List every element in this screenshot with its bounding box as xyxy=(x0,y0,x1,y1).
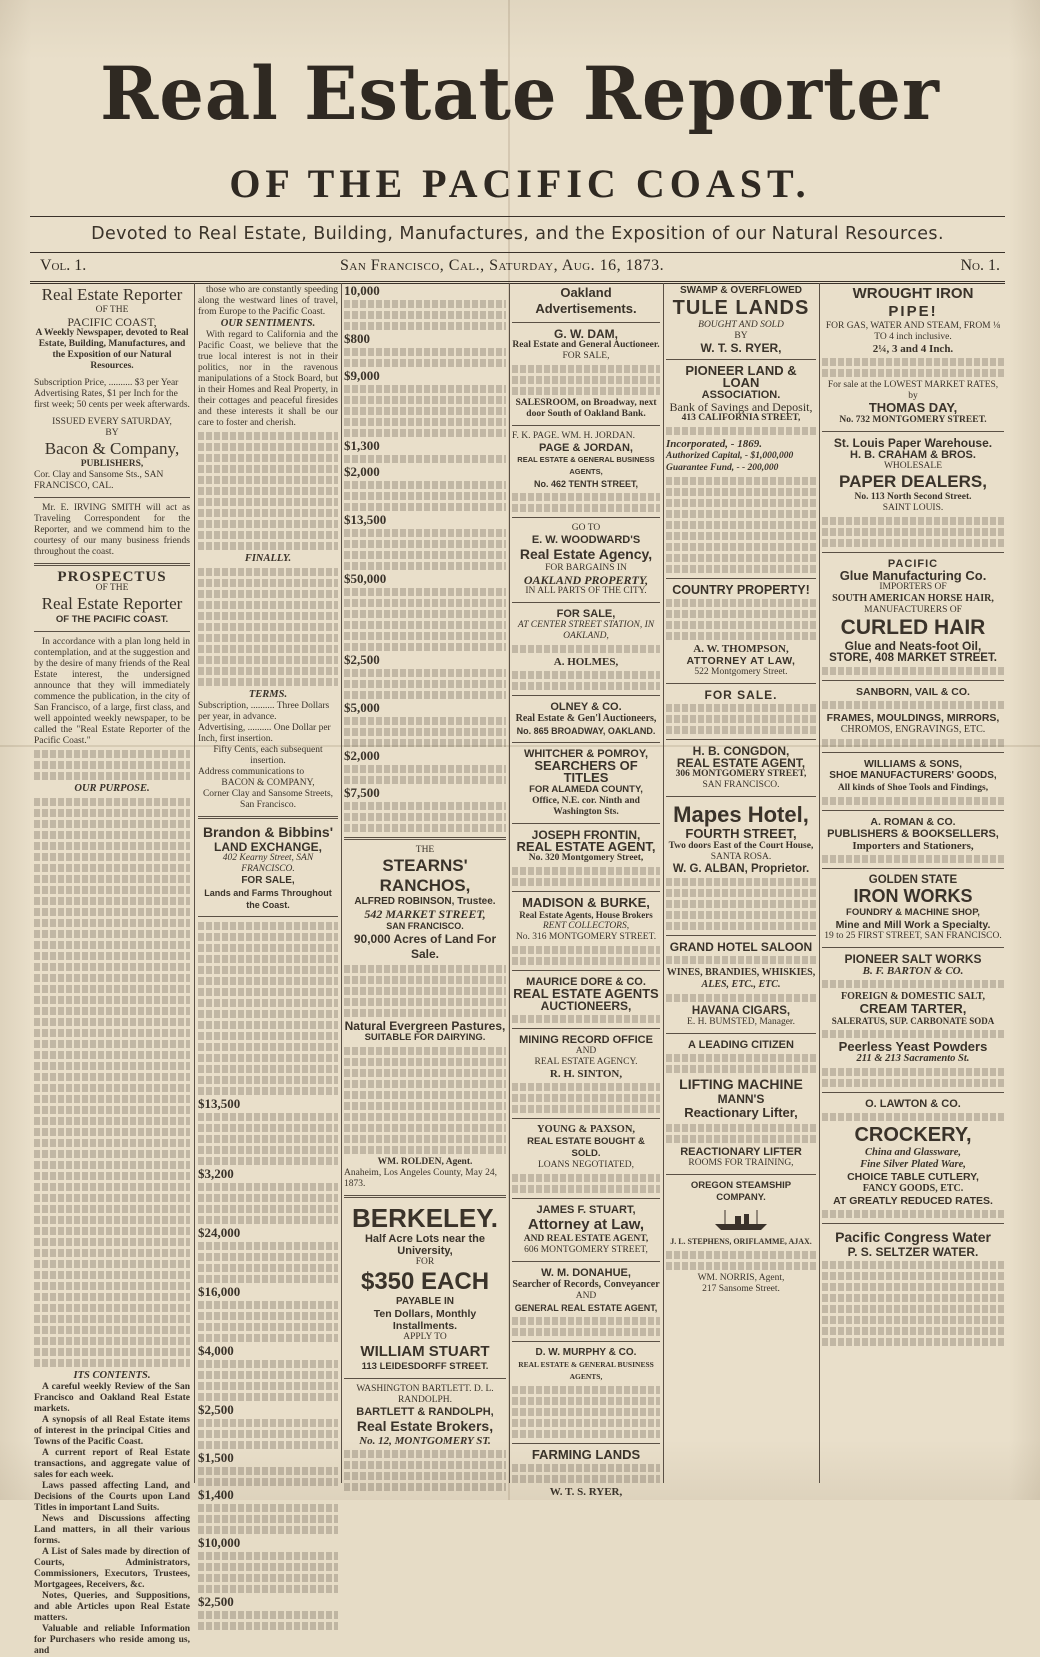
col6-iron-works: IRON WORKS xyxy=(853,886,973,906)
col6-peerless: Peerless Yeast Powders xyxy=(838,1039,988,1054)
col5-for-sale: FOR SALE. xyxy=(704,688,778,702)
col4-frontin-addr: No. 320 Montgomery Street, xyxy=(528,853,644,863)
column-4 xyxy=(512,285,660,1498)
col5-congdon-addr: 306 MONTGOMERY STREET, xyxy=(675,769,807,779)
column-rule xyxy=(663,283,664,1483)
col3-for: FOR xyxy=(415,1257,435,1267)
rule-dateline xyxy=(30,281,1005,284)
col2-price-5: $4,000 xyxy=(198,1343,234,1358)
col5-swamp: SWAMP & OVERFLOWED xyxy=(679,285,803,296)
column-rule xyxy=(509,283,510,1483)
col4-dore-desc: REAL ESTATE AGENTS xyxy=(513,986,659,1001)
col6-wholesale: WHOLESALE xyxy=(883,461,943,471)
col3-anaheim: Anaheim, Los Angeles County, May 24, 1873. xyxy=(344,1168,497,1189)
col4-madison-desc: Real Estate Agents, House Brokers xyxy=(519,910,653,920)
col5-association: ASSOCIATION. xyxy=(701,389,781,401)
col3-robinson: ALFRED ROBINSON, Trustee. xyxy=(354,896,496,907)
col3-price-3: $9,000 xyxy=(344,368,380,383)
rule-motto xyxy=(30,252,1005,253)
col4-stuart-addr: 606 MONTGOMERY STREET, xyxy=(524,1245,648,1255)
masthead-subtitle: OF THE PACIFIC COAST. xyxy=(229,161,811,206)
col2-price-6: $2,500 xyxy=(198,1402,234,1417)
column-6 xyxy=(822,285,1004,1480)
col5-norris: WM. NORRIS, Agent, xyxy=(697,1273,785,1283)
col4-auctioneers: AUCTIONEERS, xyxy=(540,999,632,1013)
col6-frames: FRAMES, MOULDINGS, MIRRORS, xyxy=(826,712,1000,724)
col4-page-names: F. K. PAGE. WM. H. JORDAN. xyxy=(512,431,636,441)
col6-pacific: PACIFIC xyxy=(887,558,939,570)
col2-kearny: 402 Kearny Street, SAN FRANCISCO. xyxy=(222,853,314,874)
col5-tule: TULE LANDS xyxy=(672,297,810,319)
col4-olney: OLNEY & CO. xyxy=(550,701,622,713)
column-rule xyxy=(341,283,342,1483)
col6-wrought: WROUGHT IRON xyxy=(852,285,974,302)
col6-mine-mill: Mine and Mill Work a Specialty. xyxy=(835,919,991,931)
col3-price-2: $800 xyxy=(344,331,370,346)
col5-reactionary-2: REACTIONARY LIFTER xyxy=(680,1146,802,1158)
col2-sentiments-heading: OUR SENTIMENTS. xyxy=(220,318,316,329)
col5-ales: ALES, ETC., ETC. xyxy=(701,979,781,990)
col4-farming: FARMING LANDS xyxy=(531,1447,641,1462)
col5-pioneer: PIONEER LAND & LOAN xyxy=(685,363,797,390)
col2-price-9: $10,000 xyxy=(198,1535,241,1550)
column-1 xyxy=(34,285,190,1656)
col4-donahue-desc: Searcher of Records, Conveyancer xyxy=(512,1279,660,1290)
col3-payable: PAYABLE IN xyxy=(396,1296,454,1307)
col4-oakland-ads: Oakland Advertisements. xyxy=(535,285,637,316)
col3-market: 542 MARKET STREET, xyxy=(364,907,486,921)
col6-south-american: SOUTH AMERICAN HORSE HAIR, xyxy=(832,593,994,604)
col6-china: China and Glassware, xyxy=(865,1147,961,1158)
col3-rolden: WM. ROLDEN, Agent. xyxy=(377,1157,473,1167)
col4-frontin: JOSEPH FRONTIN, xyxy=(531,828,641,842)
col5-two-doors: Two doors East of the Court House, xyxy=(668,841,814,851)
col4-goto: GO TO xyxy=(571,523,601,533)
column-rule xyxy=(194,283,195,1483)
col3-price-8: $2,500 xyxy=(344,652,380,667)
col6-graham: H. B. CRAHAM & BROS. xyxy=(850,449,976,461)
col3-montgomery: No. 12, MONTGOMERY ST. xyxy=(359,1435,491,1447)
col1-issued: ISSUED EVERY SATURDAY, xyxy=(52,417,172,427)
col6-foreign: FOREIGN & DOMESTIC SALT, xyxy=(841,991,985,1002)
col6-pipe-sizes: 2¼, 3 and 4 Inch. xyxy=(872,343,954,355)
col6-store: STORE, 408 MARKET STREET. xyxy=(829,652,997,664)
col3-price-6: $13,500 xyxy=(344,512,387,527)
col4-madison-addr: No. 316 MONTGOMERY STREET. xyxy=(515,932,657,942)
col6-paper: PAPER DEALERS, xyxy=(839,472,987,491)
col2-terms-fifty: Fifty Cents, each subsequent insertion. xyxy=(213,745,323,766)
col2-price-4: $16,000 xyxy=(198,1284,241,1299)
col4-page-addr: No. 462 TENTH STREET, xyxy=(533,479,639,489)
col3-leidesdorff: 113 LEIDESDORFF STREET. xyxy=(361,1361,489,1372)
col4-mining-agency: REAL ESTATE AGENCY. xyxy=(534,1057,638,1067)
col1-contents-3: A current report of Real Estate transactions, and aggregate value of sales for each week. xyxy=(34,1448,190,1480)
col3-price-1: 10,000 xyxy=(344,283,380,298)
col5-attorney: ATTORNEY AT LAW, xyxy=(686,655,796,667)
col4-dore: MAURICE DORE & CO. xyxy=(526,976,646,988)
col5-thompson: A. W. THOMPSON, xyxy=(693,643,789,655)
col6-saint-louis: SAINT LOUIS. xyxy=(882,503,944,513)
col4-mining: MINING RECORD OFFICE xyxy=(519,1034,653,1046)
col3-apply: APPLY TO xyxy=(403,1332,447,1342)
col5-country: COUNTRY PROPERTY! xyxy=(672,583,810,597)
col5-bumsted: E. H. BUMSTED, Manager. xyxy=(687,1017,795,1027)
col5-incorporated: Incorporated, - 1869. xyxy=(666,438,762,450)
col3-berkeley: BERKELEY. xyxy=(352,1203,498,1233)
col5-bought: BOUGHT AND SOLD xyxy=(698,320,784,330)
col6-foundry: FOUNDRY & MACHINE SHOP, xyxy=(846,907,980,918)
col3-half-acre: Half Acre Lots near the University, xyxy=(364,1233,485,1257)
volume: Vol. 1. xyxy=(40,257,87,274)
col1-of-the: OF THE xyxy=(95,305,129,315)
col6-pipe-desc: FOR GAS, WATER AND STEAM, FROM ⅛ TO 4 inch inclusive. xyxy=(825,321,1001,342)
col5-lifting: LIFTING MACHINE xyxy=(679,1076,803,1092)
col1-prospectus: PROSPECTUS xyxy=(57,569,167,585)
col4-sinton: R. H. SINTON, xyxy=(549,1068,623,1080)
col6-roman: A. ROMAN & CO. xyxy=(870,816,956,828)
col4-olney-addr: No. 865 BROADWAY, OAKLAND. xyxy=(516,726,656,736)
col3-price-11: $7,500 xyxy=(344,785,380,800)
col6-barton: B. F. BARTON & CO. xyxy=(862,965,964,977)
col2-terms-advertising: Advertising, .......... One Dollar per Inch, first insertion. xyxy=(198,723,331,744)
col5-reactionary: Reactionary Lifter, xyxy=(684,1105,798,1120)
col6-day-addr: No. 732 MONTGOMERY STREET. xyxy=(839,415,987,425)
col4-dam: G. W. DAM, xyxy=(554,327,618,341)
motto: Devoted to Real Estate, Building, Manufactures, and the Exposition of our Natural Resources. xyxy=(91,224,944,244)
col1-purpose-heading: OUR PURPOSE. xyxy=(74,783,150,794)
col3-acres: 90,000 Acres of Land For Sale. xyxy=(353,932,497,961)
col6-reduced: AT GREATLY REDUCED RATES. xyxy=(833,1195,993,1207)
col2-price-8: $1,400 xyxy=(198,1487,234,1502)
col4-for-sale-2: FOR SALE, xyxy=(556,608,616,620)
col4-page: PAGE & JORDAN, xyxy=(539,442,633,454)
col1-intro: In accordance with a plan long held in contemplation, and at the suggestion and by the desire of many friends of the Real Estate interest, the undersigned announce that they will immediately commence the publication, in the city of San Francisco, of a large, first class, and well appointed weekly newspaper, to be called the "Real Estate Reporter of the Pacific Coast." xyxy=(34,637,190,746)
col2-price-7: $1,500 xyxy=(198,1450,234,1465)
col4-for-sale: FOR SALE, xyxy=(562,351,610,361)
col4-murphy-desc: REAL ESTATE & GENERAL BUSINESS AGENTS, xyxy=(518,1360,654,1381)
col4-madison: MADISON & BURKE, xyxy=(522,895,650,910)
col6-cutlery: CHOICE TABLE CUTLERY, xyxy=(847,1171,979,1183)
column-3 xyxy=(344,285,506,1480)
col5-capital: Authorized Capital, - $1,000,000 xyxy=(666,451,794,461)
col2-terms-subscription: Subscription, .......... Three Dollars per year, in advance. xyxy=(198,701,330,722)
col4-bargains: FOR BARGAINS IN xyxy=(545,563,627,573)
col6-seltzer: P. S. SELTZER WATER. xyxy=(847,1245,979,1259)
col5-mapes: Mapes Hotel, xyxy=(673,802,809,827)
col5-guarantee: Guarantee Fund, - - 200,000 xyxy=(666,463,779,473)
col6-stationers: Importers and Stationers, xyxy=(852,840,974,852)
steamship-icon xyxy=(711,1208,771,1232)
col6-fancy: FANCY GOODS, ETC. xyxy=(862,1183,964,1194)
col2-terms-corner: Corner Clay and Sansome Streets, San Francisco. xyxy=(202,789,334,810)
col5-rooms: ROOMS FOR TRAINING, xyxy=(688,1158,794,1168)
col6-sacramento: 211 & 213 Sacramento St. xyxy=(856,1053,970,1064)
col2-price-3: $24,000 xyxy=(198,1225,241,1240)
col5-santa-rosa: SANTA ROSA. xyxy=(710,852,772,862)
col6-importers: IMPORTERS OF xyxy=(879,582,947,592)
col3-william: WILLIAM STUART xyxy=(360,1343,490,1360)
col3-price-9: $5,000 xyxy=(344,700,380,715)
col1-publisher: Bacon & Company, xyxy=(44,439,180,458)
col1-of-the-2: OF THE xyxy=(95,583,129,593)
rule-top xyxy=(30,216,1005,217)
col3-stearns: STEARNS' RANCHOS, xyxy=(379,856,471,895)
col5-thompson-addr: 522 Montgomery Street. xyxy=(694,667,788,677)
col6-sanborn: SANBORN, VAIL & CO. xyxy=(856,686,970,698)
col2-terms-heading: TERMS. xyxy=(248,689,288,700)
col3-price-4: $1,300 xyxy=(344,438,380,453)
col3-bartlett: BARTLETT & RANDOLPH, xyxy=(356,1406,494,1418)
col4-frontin-desc: REAL ESTATE AGENT, xyxy=(516,839,656,854)
col5-stephens: J. L. STEPHENS, ORIFLAMME, AJAX. xyxy=(670,1237,812,1246)
col6-second: No. 113 North Second Street. xyxy=(854,492,972,502)
col6-manufacturers: MANUFACTURERS OF xyxy=(864,605,962,615)
col4-stuart: JAMES F. STUART, xyxy=(536,1204,636,1216)
col2-lands-farms: Lands and Farms Throughout the Coast. xyxy=(204,888,332,910)
col3-stearns-the: THE xyxy=(415,845,435,855)
col3-natural: Natural Evergreen Pastures, xyxy=(344,1019,506,1033)
col4-young: YOUNG & PAXSON, xyxy=(536,1124,636,1135)
col5-norris-addr: 217 Sansome Street. xyxy=(702,1284,780,1294)
col1-agent-note: Mr. E. IRVING SMITH will act as Traveling Correspondent for the Reporter, and we commend him to the courtesy of our many business friends throughout the coast. xyxy=(34,503,190,557)
col3-bartlett-names: WASHINGTON BARTLETT. D. L. RANDOLPH. xyxy=(356,1384,494,1405)
column-rule xyxy=(819,283,820,1483)
col2-intro: those who are constantly speeding along the westward lines of travel, from Europe to the Pacific Coast. xyxy=(198,285,338,317)
col3-price-7: $50,000 xyxy=(344,571,387,586)
col6-glue: Glue Manufacturing Co. xyxy=(839,568,987,583)
col4-mining-and: AND xyxy=(575,1046,597,1056)
dateline xyxy=(40,257,1000,279)
col6-cream: CREAM TARTER, xyxy=(859,1001,967,1016)
col6-golden: GOLDEN STATE xyxy=(868,874,958,886)
col6-lowest: For sale at the LOWEST MARKET RATES, by xyxy=(827,380,999,401)
col6-curled: CURLED HAIR xyxy=(840,616,986,639)
col3-ten-dollars: Ten Dollars, Monthly Installments. xyxy=(373,1308,477,1332)
col3-brokers: Real Estate Brokers, xyxy=(356,1418,494,1434)
col2-sentiments: With regard to California and the Pacific Coast, we believe that the true local interest is not in their politics, nor in the ravenous manipulations of a Stock Board, but in their Homes and Real Property, in their cottages and peaceful firesides and these interests it shall be our care to foster and cherish. xyxy=(198,330,338,428)
col2-price-2: $3,200 xyxy=(198,1166,234,1181)
col4-donahue-general: GENERAL REAL ESTATE AGENT, xyxy=(514,1303,658,1313)
col4-dam-desc: Real Estate and General Auctioneer. xyxy=(512,340,660,350)
col6-crockery: CROCKERY, xyxy=(854,1124,972,1146)
col1-title-2: Real Estate Reporter xyxy=(41,594,183,613)
col1-contents-7: Notes, Queries, and Suppositions, and able Articles upon Real Estate matters. xyxy=(34,1591,190,1623)
col4-alameda: FOR ALAMEDA COUNTY, xyxy=(529,784,643,795)
masthead-title: Real Estate Reporter xyxy=(100,49,940,138)
col1-coast-2: OF THE PACIFIC COAST. xyxy=(55,614,169,625)
column-2 xyxy=(198,285,338,1609)
col6-first-st: 19 to 25 FIRST STREET, SAN FRANCISCO. xyxy=(824,931,1002,941)
col1-contents-4: Laws passed affecting Land, and Decisions of the Courts upon Land Titles in important Land Suits. xyxy=(34,1481,190,1513)
col2-brandon: Brandon & Bibbins' xyxy=(202,824,334,840)
col5-leading: A LEADING CITIZEN xyxy=(688,1039,794,1051)
col5-california: 413 CALIFORNIA STREET, xyxy=(681,413,801,423)
col4-donahue: W. M. DONAHUE, xyxy=(541,1267,631,1279)
col1-contents-8: Valuable and reliable Information for Purchasers who reside among us, and xyxy=(34,1624,190,1656)
col6-congress: Pacific Congress Water xyxy=(835,1229,991,1245)
col6-williams: WILLIAMS & SONS, xyxy=(864,758,962,770)
col5-fourth: FOURTH STREET, xyxy=(685,826,797,841)
col5-by: BY xyxy=(734,331,748,341)
col1-coast: PACIFIC COAST, xyxy=(67,315,157,329)
col2-terms-bacon: BACON & COMPANY, xyxy=(221,778,315,788)
col6-shoe-kinds: All kinds of Shoe Tools and Findings, xyxy=(837,783,989,793)
col4-searchers: SEARCHERS OF TITLES xyxy=(534,758,638,785)
col4-whitcher: WHITCHER & POMROY, xyxy=(523,748,649,760)
date: San Francisco, Cal., Saturday, Aug. 16, 1873. xyxy=(340,257,665,274)
col1-contents-2: A synopsis of all Real Estate items of interest in the principal Cities and Towns of the Pacific Coast. xyxy=(34,1415,190,1447)
col4-donahue-and: AND xyxy=(575,1291,597,1301)
col4-oakland-property: OAKLAND PROPERTY, xyxy=(523,573,649,587)
col3-price-10: $2,000 xyxy=(344,748,380,763)
col4-woodward: E. W. WOODWARD'S xyxy=(531,534,641,546)
col5-wines: WINES, BRANDIES, WHISKIES, xyxy=(666,967,816,978)
col6-chromos: CHROMOS, ENGRAVINGS, ETC. xyxy=(840,724,986,735)
col5-bank: Bank of Savings and Deposit, xyxy=(669,400,813,414)
col4-ryer: W. T. S. RYER, xyxy=(549,1486,623,1498)
col6-day: THOMAS DAY, xyxy=(868,400,958,415)
col1-contents-1: A careful weekly Review of the San Francisco and Oakland Real Estate markets. xyxy=(34,1382,190,1414)
col6-glue-neats: Glue and Neats-foot Oil, xyxy=(844,639,982,653)
col2-terms-address: Address communications to xyxy=(198,767,305,777)
col2-land-exchange: LAND EXCHANGE, xyxy=(213,840,322,854)
col6-saleratus: SALERATUS, SUP. CARBONATE SODA xyxy=(831,1016,995,1026)
col5-oregon: OREGON STEAMSHIP COMPANY. xyxy=(690,1180,792,1203)
col5-grand: GRAND HOTEL SALOON xyxy=(669,940,813,954)
col1-title: Real Estate Reporter xyxy=(41,285,183,304)
col4-all-parts: IN ALL PARTS OF THE CITY. xyxy=(525,586,647,596)
col1-contents-heading: ITS CONTENTS. xyxy=(73,1370,151,1381)
col1-ad-rates: Advertising Rates, $1 per Inch for the first week; 50 cents per week afterwards. xyxy=(34,389,190,410)
col2-price-10: $2,500 xyxy=(198,1594,234,1609)
col4-salesroom: SALESROOM, on Broadway, next door South of Oakland Bank. xyxy=(515,398,657,419)
col6-shoe: SHOE MANUFACTURERS' GOODS, xyxy=(829,770,997,781)
issue-number: No. 1. xyxy=(960,257,1000,274)
col5-alban: W. G. ALBAN, Proprietor. xyxy=(672,863,810,875)
col4-agency: Real Estate Agency, xyxy=(519,546,653,562)
col6-pipe: PIPE! xyxy=(888,303,938,320)
col1-by: BY xyxy=(105,428,119,438)
col4-center: AT CENTER STREET STATION, IN OAKLAND, xyxy=(517,620,655,641)
col4-murphy: D. W. MURPHY & CO. xyxy=(535,1347,637,1358)
col1-address: Cor. Clay and Sansome Sts., SAN FRANCISCO, CAL. xyxy=(34,470,164,491)
col5-manns: MANN'S xyxy=(717,1092,765,1106)
col5-congdon-sf: SAN FRANCISCO. xyxy=(702,780,780,790)
col4-page-desc: REAL ESTATE & GENERAL BUSINESS AGENTS, xyxy=(517,455,655,476)
col2-price-1: $13,500 xyxy=(198,1096,241,1111)
col4-madison-rent: RENT COLLECTORS, xyxy=(542,921,630,931)
col4-olney-desc: Real Estate & Gen'l Auctioneers, xyxy=(515,713,657,724)
col6-st-louis: St. Louis Paper Warehouse. xyxy=(833,436,993,450)
col4-and-re: AND REAL ESTATE AGENT, xyxy=(523,1234,649,1244)
col5-congdon-desc: REAL ESTATE AGENT, xyxy=(676,756,806,770)
col1-contents-5: News and Discussions affecting Land matters, in all their various forms. xyxy=(34,1514,190,1546)
col1-contents-6: A List of Sales made by direction of Courts, Administrators, Commissioners, Executors, Trustees, Mortgagees, Receivers, &c. xyxy=(34,1547,190,1590)
col5-havana: HAVANA CIGARS, xyxy=(691,1005,791,1017)
col2-finally-heading: FINALLY. xyxy=(244,553,292,564)
col4-loans: LOANS NEGOTIATED, xyxy=(537,1160,635,1170)
col3-sf: SAN FRANCISCO. xyxy=(386,921,464,931)
col4-young-desc: REAL ESTATE BOUGHT & SOLD. xyxy=(527,1136,645,1159)
col1-description: A Weekly Newspaper, devoted to Real Estate, Building, Manufactures, and the Exposition of our Natural Resources. xyxy=(35,328,189,371)
col4-alameda-addr: Office, N.E. cor. Ninth and Washington Sts. xyxy=(532,796,640,817)
col1-price: Subscription Price, .......... $3 per Year xyxy=(34,378,179,388)
col6-silver: Fine Silver Plated Ware, xyxy=(860,1159,966,1170)
col6-publishers: PUBLISHERS & BOOKSELLERS, xyxy=(827,828,999,840)
col3-dairying: SUITABLE FOR DAIRYING. xyxy=(364,1032,486,1043)
col6-salt-works: PIONEER SALT WORKS xyxy=(844,952,982,966)
col4-holmes: A. HOLMES, xyxy=(553,656,619,668)
col2-for-sale: FOR SALE, xyxy=(241,875,295,886)
col1-publishers-label: PUBLISHERS, xyxy=(80,459,144,469)
column-5 xyxy=(666,285,816,1480)
col6-lawton: O. LAWTON & CO. xyxy=(865,1098,961,1110)
col5-ryer: W. T. S. RYER, xyxy=(700,341,782,355)
col5-congdon: H. B. CONGDON, xyxy=(692,744,790,758)
col4-attorney: Attorney at Law, xyxy=(527,1216,645,1233)
col3-price-5: $2,000 xyxy=(344,464,380,479)
col3-each: $350 EACH xyxy=(360,1268,490,1295)
